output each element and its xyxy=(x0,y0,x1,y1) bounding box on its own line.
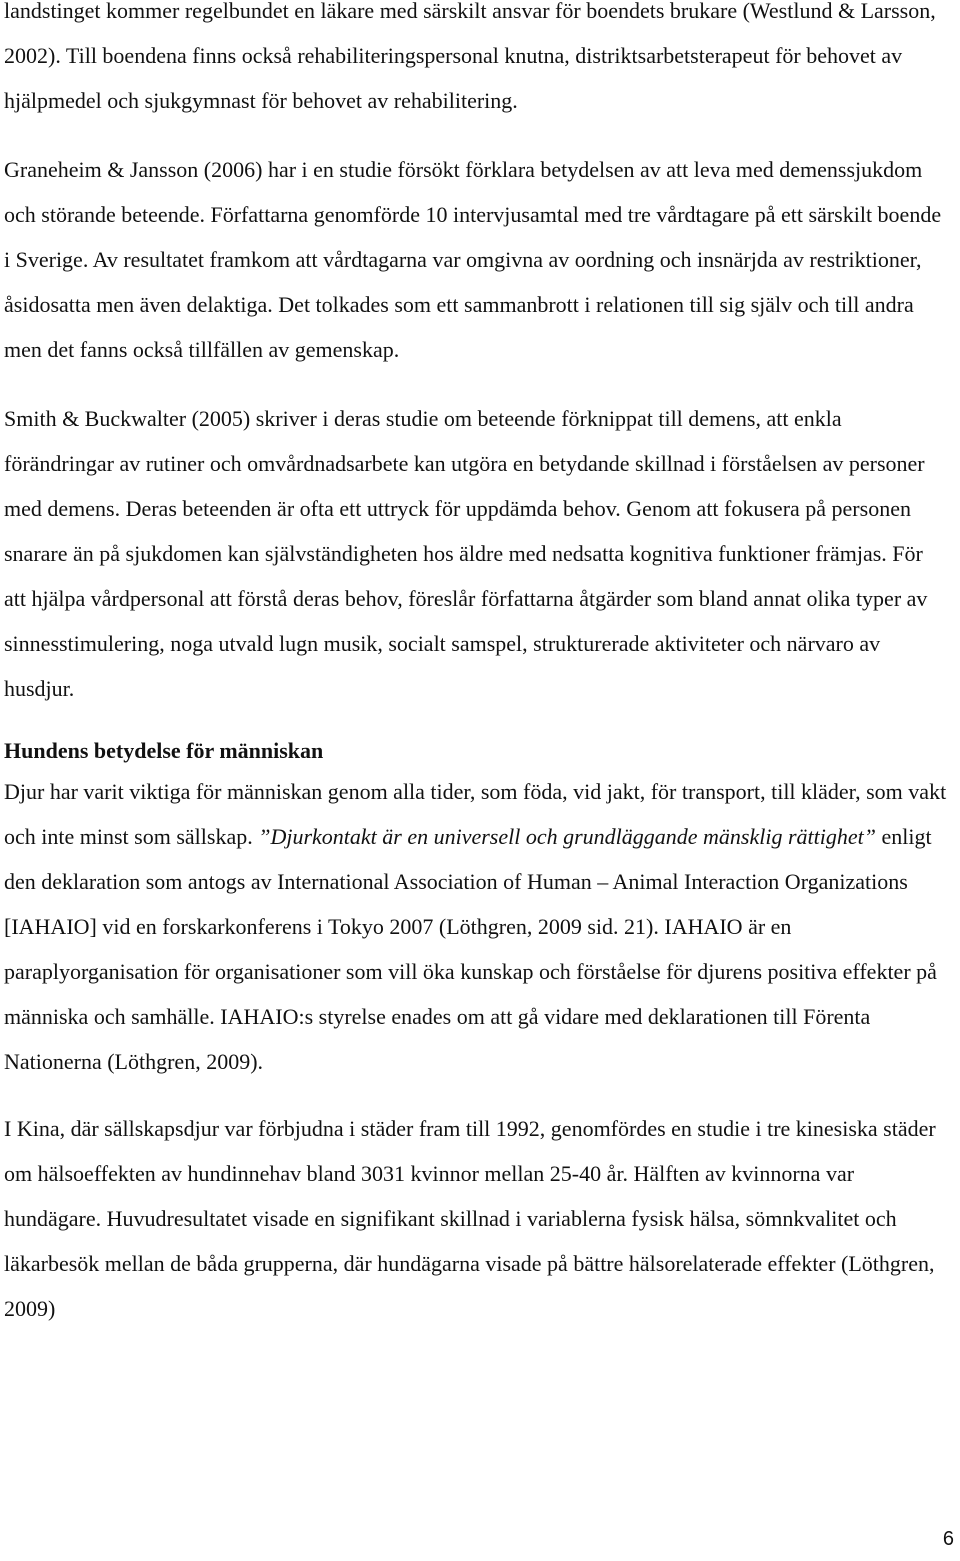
dog-text-part2: enligt den deklaration som antogs av International Association of Human – Animal Interaction Organizations [IAHAIO] vid en forskarkonferens i Tokyo 2007 (Löthgren, 2009 sid. 21). IAHAIO är en paraplyorganisation för organisationer som vill öka kunskap och förståelse för djurens positiva effekter på människa och samhälle. IAHAIO:s styrelse enades om att gå vidare med deklarationen till Förenta Nationerna (Löthgren, 2009). xyxy=(4,824,937,1074)
dog-quote: ”Djurkontakt är en universell och grundläggande mänsklig rättighet” xyxy=(258,824,876,849)
paragraph-china-study: I Kina, där sällskapsdjur var förbjudna i städer fram till 1992, genomfördes en studie i tre kinesiska städer om hälsoeffekten av hundinnehav bland 3031 kvinnor mellan 25-40 år. Hälften av kvinnorna var hundägare. Huvudresultatet visade en signifikant skillnad i variablerna fysisk hälsa, sömnkvalitet och läkarbesök mellan de båda grupperna, där hundägarna visade på bättre hälsorelaterade effekter (Löthgren, 2009) xyxy=(4,1116,936,1321)
dog-text-part1: Djur har varit viktiga för människan genom alla tider, som föda, vid jakt, för transport, till kläder, som vakt och inte minst som sällskap. xyxy=(4,779,947,849)
paragraph-intro: landstinget kommer regelbundet en läkare med särskilt ansvar för boendets brukare (Westlund & Larsson, 2002). Till boendena finns också rehabiliteringspersonal knutna, distriktsarbetsterapeut för behovet av hjälpmedel och sjukgymnast för behovet av rehabilitering. xyxy=(4,0,936,113)
paragraph-smith: Smith & Buckwalter (2005) skriver i deras studie om beteende förknippat till demens, att enkla förändringar av rutiner och omvårdnadsarbete kan utgöra en betydande skillnad i förståelsen av personer med demens. Deras beteenden är ofta ett uttryck för uppdämda behov. Genom att fokusera på personen snarare än på sjukdomen kan självständigheten hos äldre med nedsatta kognitiva funktioner främjas. För att hjälpa vårdpersonal att förstå deras behov, föreslår författarna åtgärder som bland annat olika typer av sinnesstimulering, noga utvald lugn musik, socialt samspel, strukturerade aktiviteter och närvaro av husdjur. xyxy=(4,406,928,701)
paragraph-dog-importance xyxy=(4,769,950,1084)
page-number: 6 xyxy=(942,1528,954,1550)
document-page xyxy=(4,0,950,1331)
section-heading: Hundens betydelse för människan xyxy=(4,738,324,763)
paragraph-graneheim: Graneheim & Jansson (2006) har i en studie försökt förklara betydelsen av att leva med demenssjukdom och störande beteende. Författarna genomförde 10 intervjusamtal med tre vårdtagare på ett särskilt boende i Sverige. Av resultatet framkom att vårdtagarna var omgivna av oordning och insnärjda av restriktioner, åsidosatta men även delaktiga. Det tolkades som ett sammanbrott i relationen till sig själv och till andra men det fanns också tillfällen av gemenskap. xyxy=(4,157,942,362)
